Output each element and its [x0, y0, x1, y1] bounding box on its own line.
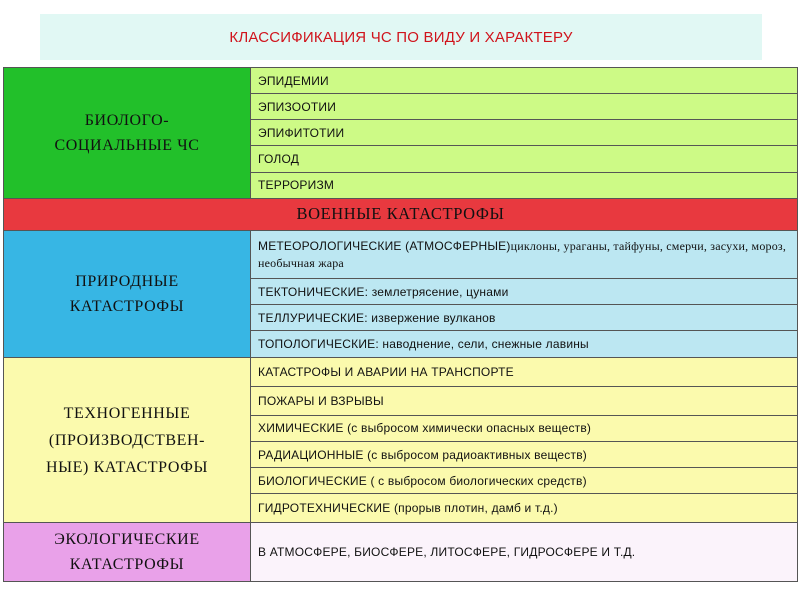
- meteorological-detail: циклоны, ураганы, тайфуны, смерчи, засухи, мороз, необычная жара: [258, 238, 787, 270]
- item-fires: ПОЖАРЫ И ВЗРЫВЫ: [251, 386, 798, 415]
- item-epidemics: ЭПИДЕМИИ: [251, 68, 798, 94]
- item-transport: КАТАСТРОФЫ И АВАРИИ НА ТРАНСПОРТЕ: [251, 357, 798, 386]
- item-biological: БИОЛОГИЧЕСКИЕ ( с выбросом биологических средств): [251, 468, 798, 494]
- category-bio-social: БИОЛОГО- СОЦИАЛЬНЫЕ ЧС: [4, 68, 251, 199]
- item-hunger: ГОЛОД: [251, 146, 798, 172]
- classification-table: [3, 67, 798, 582]
- item-meteorological: МЕТЕОРОЛОГИЧЕСКИЕ (АТМОСФЕРНЫЕ)циклоны, ураганы, тайфуны, смерчи, засухи, мороз, необычная жара: [251, 230, 798, 278]
- category-technogenic: ТЕХНОГЕННЫЕ (ПРОИЗВОДСТВЕН- НЫЕ) КАТАСТРОФЫ: [4, 357, 251, 523]
- title-banner: [40, 14, 762, 60]
- item-terrorism: ТЕРРОРИЗМ: [251, 172, 798, 198]
- item-chemical: ХИМИЧЕСКИЕ (с выбросом химически опасных веществ): [251, 415, 798, 441]
- item-epiphytotics: ЭПИФИТОТИИ: [251, 120, 798, 146]
- item-hydrotechnical: ГИДРОТЕХНИЧЕСКИЕ (прорыв плотин, дамб и т.д.): [251, 494, 798, 523]
- category-natural: ПРИРОДНЫЕ КАТАСТРОФЫ: [4, 230, 251, 357]
- item-telluric: ТЕЛЛУРИЧЕСКИЕ: извержение вулканов: [251, 305, 798, 331]
- item-tectonic: ТЕКТОНИЧЕСКИЕ: землетрясение, цунами: [251, 279, 798, 305]
- item-radiation: РАДИАЦИОННЫЕ (с выбросом радиоактивных веществ): [251, 442, 798, 468]
- item-topological: ТОПОЛОГИЧЕСКИЕ: наводнение, сели, снежные лавины: [251, 331, 798, 357]
- category-ecological: ЭКОЛОГИЧЕСКИЕ КАТАСТРОФЫ: [4, 523, 251, 582]
- category-military: ВОЕННЫЕ КАТАСТРОФЫ: [4, 198, 798, 230]
- item-epizootics: ЭПИЗООТИИ: [251, 94, 798, 120]
- item-spheres: В АТМОСФЕРЕ, БИОСФЕРЕ, ЛИТОСФЕРЕ, ГИДРОСФЕРЕ И Т.Д.: [251, 523, 798, 582]
- page-title: КЛАССИФИКАЦИЯ ЧС ПО ВИДУ И ХАРАКТЕРУ: [229, 28, 573, 46]
